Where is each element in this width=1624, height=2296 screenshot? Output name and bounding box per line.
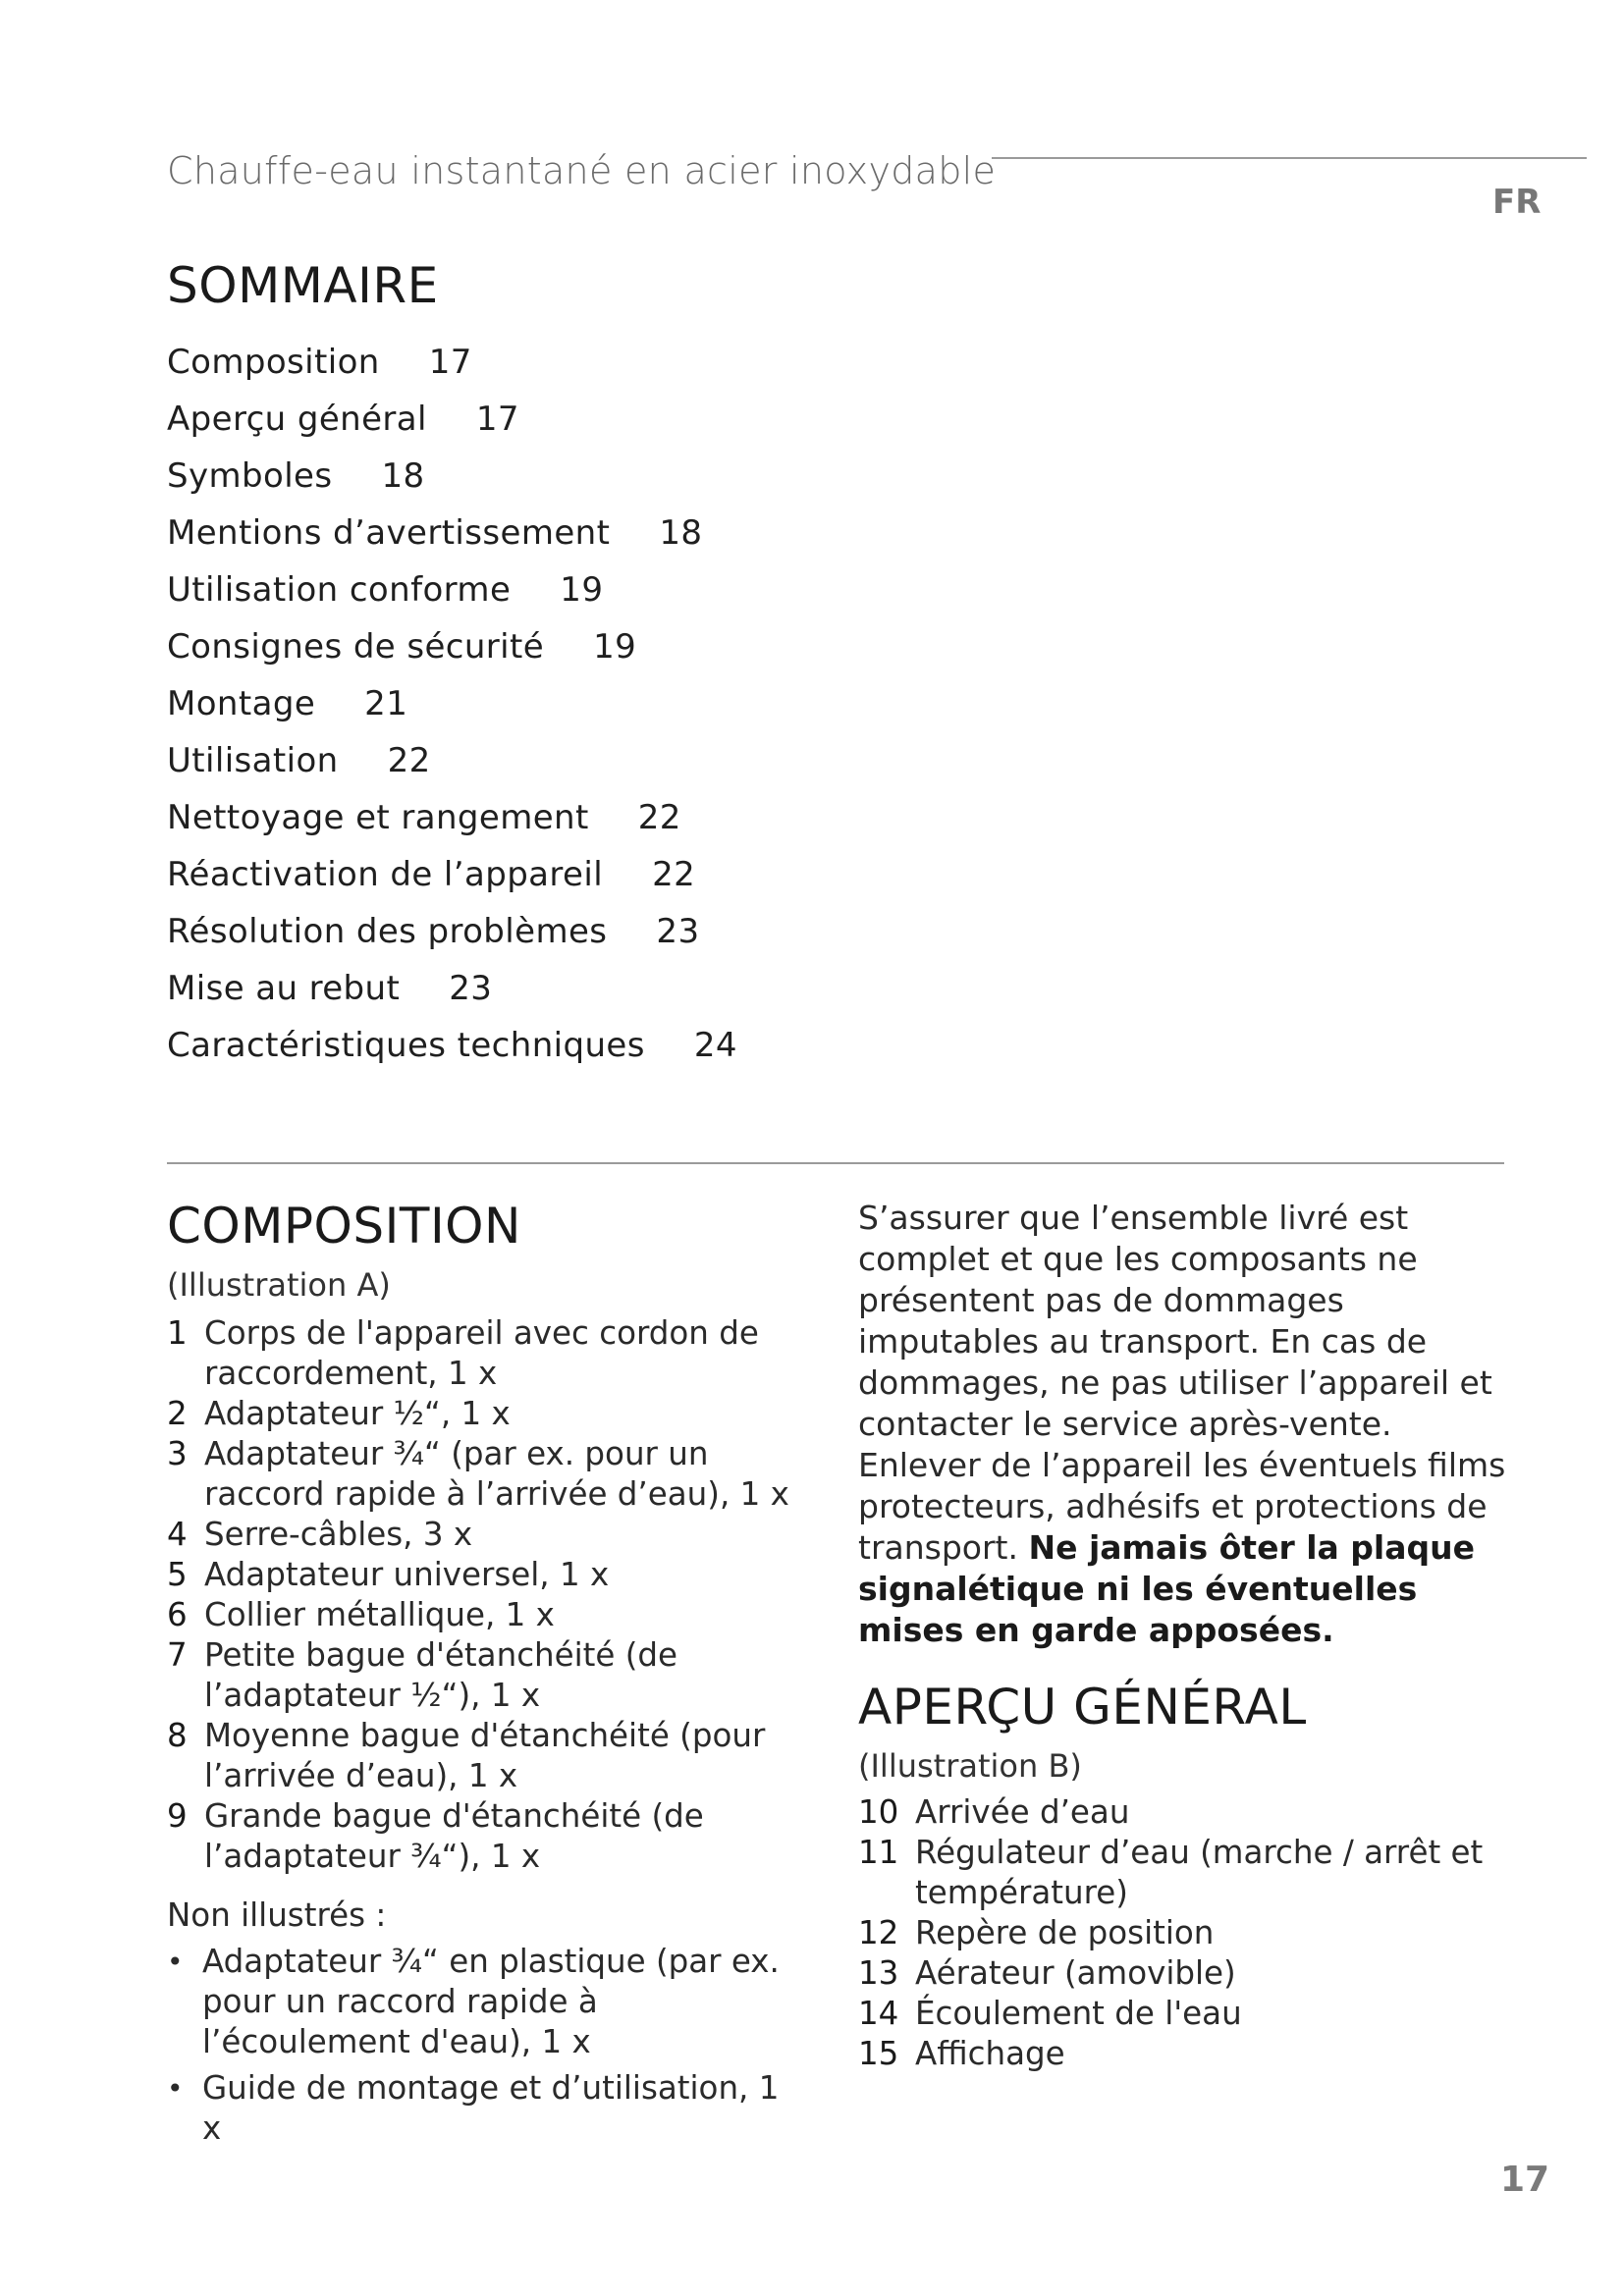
- toc-entry: [167, 448, 737, 505]
- toc-entry-label: Symboles: [167, 456, 333, 496]
- toc-entry-page: 18: [381, 456, 425, 496]
- toc-entry-label: Réactivation de l’appareil: [167, 855, 604, 894]
- toc-entry: [167, 903, 737, 960]
- toc-entry: [167, 618, 737, 675]
- toc-entry-label: Montage: [167, 684, 316, 723]
- apercu-heading: APERÇU GÉNÉRAL: [858, 1679, 1307, 1735]
- item-text: Petite bague d'étanchéité (de l’adaptateur ½“), 1 x: [204, 1636, 678, 1714]
- toc-entry: [167, 1017, 737, 1074]
- toc-entry-page: 22: [637, 798, 681, 837]
- toc-entry-page: 22: [652, 855, 696, 894]
- item-number: 14: [858, 1995, 899, 2032]
- item-number: 2: [167, 1395, 188, 1432]
- toc-heading: SOMMAIRE: [167, 257, 439, 314]
- toc-entry: [167, 561, 737, 618]
- bullet-icon: •: [167, 1946, 184, 1978]
- toc-entry-label: Aperçu général: [167, 400, 427, 439]
- item-text: Arrivée d’eau: [915, 1793, 1130, 1831]
- item-number: 9: [167, 1797, 188, 1835]
- composition-subtitle: (Illustration A): [167, 1266, 391, 1304]
- item-text: Adaptateur ½“, 1 x: [204, 1395, 511, 1432]
- toc-entry-label: Composition: [167, 343, 380, 382]
- toc-entry-page: 17: [428, 343, 472, 382]
- toc-entry-page: 18: [659, 513, 703, 553]
- item-number: 10: [858, 1793, 899, 1831]
- toc-entry-page: 19: [593, 627, 637, 667]
- list-item: [858, 1833, 1506, 1913]
- intro-paragraph-2-text: Enlever de l’appareil les éventuels films protecteurs, adhésifs et protections de transport.: [858, 1446, 1506, 1567]
- toc-entry-label: Caractéristiques techniques: [167, 1026, 645, 1065]
- item-text: Aérateur (amovible): [915, 1954, 1236, 1992]
- list-item: [167, 1716, 805, 1796]
- item-number: 5: [167, 1556, 188, 1593]
- apercu-list: [858, 1792, 1506, 2074]
- item-text: Collier métallique, 1 x: [204, 1596, 555, 1633]
- list-item: [858, 2034, 1506, 2074]
- toc-entry: [167, 846, 737, 903]
- list-item: [167, 1595, 805, 1635]
- section-divider: [167, 1162, 1504, 1164]
- item-text: Moyenne bague d'étanchéité (pour l’arrivée d’eau), 1 x: [204, 1717, 766, 1794]
- intro-paragraph-2: [858, 1445, 1506, 1651]
- toc-entry-page: 23: [449, 969, 493, 1008]
- toc-entry-label: Mise au rebut: [167, 969, 401, 1008]
- item-text: Adaptateur ¾“ en plastique (par ex. pour un raccord rapide à l’écoulement d'eau), 1 x: [202, 1943, 780, 2060]
- toc-entry-page: 17: [475, 400, 519, 439]
- toc-entry-label: Mentions d’avertissement: [167, 513, 611, 553]
- list-item: [858, 1913, 1506, 1953]
- toc-entry-label: Utilisation: [167, 741, 339, 780]
- page-number: 17: [1500, 2160, 1550, 2200]
- table-of-contents: [167, 334, 737, 1074]
- list-item: [858, 1792, 1506, 1833]
- item-number: 6: [167, 1596, 188, 1633]
- item-text: Adaptateur universel, 1 x: [204, 1556, 610, 1593]
- item-number: 7: [167, 1636, 188, 1674]
- toc-entry-label: Utilisation conforme: [167, 570, 512, 610]
- item-number: 12: [858, 1914, 899, 1951]
- item-text: Adaptateur ¾“ (par ex. pour un raccord rapide à l’arrivée d’eau), 1 x: [204, 1435, 789, 1513]
- document-title: Chauffe-eau instantané en acier inoxydable: [167, 149, 997, 192]
- list-item: [167, 1635, 805, 1716]
- item-number: 11: [858, 1834, 899, 1871]
- toc-entry-label: Consignes de sécurité: [167, 627, 545, 667]
- list-item: [167, 1394, 805, 1434]
- toc-entry-label: Résolution des problèmes: [167, 912, 608, 951]
- list-item: [858, 1953, 1506, 1994]
- toc-entry-page: 23: [656, 912, 700, 951]
- header-divider: [992, 157, 1587, 159]
- item-number: 4: [167, 1516, 188, 1553]
- list-item: [167, 2068, 805, 2149]
- toc-entry-label: Nettoyage et rangement: [167, 798, 589, 837]
- item-text: Repère de position: [915, 1914, 1215, 1951]
- item-number: 1: [167, 1314, 188, 1352]
- not-shown-list: [167, 1942, 805, 2155]
- toc-entry: [167, 675, 737, 732]
- list-item: [167, 1942, 805, 2062]
- list-item: [167, 1313, 805, 1394]
- toc-entry-page: 19: [560, 570, 604, 610]
- item-number: 13: [858, 1954, 899, 1992]
- toc-entry: [167, 960, 737, 1017]
- item-text: Affichage: [915, 2035, 1065, 2072]
- item-text: Régulateur d’eau (marche / arrêt et température): [915, 1834, 1484, 1911]
- toc-entry: [167, 334, 737, 391]
- composition-list: [167, 1313, 805, 1877]
- toc-entry: [167, 732, 737, 789]
- toc-entry-page: 21: [364, 684, 408, 723]
- composition-heading: COMPOSITION: [167, 1198, 521, 1255]
- item-text: Serre-câbles, 3 x: [204, 1516, 473, 1553]
- toc-entry-page: 22: [387, 741, 431, 780]
- item-number: 15: [858, 2035, 899, 2072]
- intro-warning-text: Ne jamais ôter la plaque signalétique ni les éventuelles mises en garde apposées.: [858, 1528, 1475, 1649]
- bullet-icon: •: [167, 2072, 184, 2105]
- toc-entry: [167, 391, 737, 448]
- language-code: FR: [1492, 183, 1542, 222]
- item-text: Corps de l'appareil avec cordon de raccordement, 1 x: [204, 1314, 759, 1392]
- intro-paragraph-1: S’assurer que l’ensemble livré est complet et que les composants ne présentent pas de dommages imputables au transport. En cas de dommages, ne pas utiliser l’appareil et contacter le service après-vente.: [858, 1199, 1492, 1443]
- list-item: [858, 1994, 1506, 2034]
- item-text: Guide de montage et d’utilisation, 1 x: [202, 2069, 780, 2147]
- list-item: [167, 1555, 805, 1595]
- intro-text: [858, 1198, 1506, 1651]
- item-text: Écoulement de l'eau: [915, 1995, 1242, 2032]
- item-number: 8: [167, 1717, 188, 1754]
- item-number: 3: [167, 1435, 188, 1472]
- list-item: [167, 1434, 805, 1515]
- not-shown-label: Non illustrés :: [167, 1896, 387, 1934]
- toc-entry-page: 24: [693, 1026, 737, 1065]
- list-item: [167, 1515, 805, 1555]
- toc-entry: [167, 789, 737, 846]
- apercu-subtitle: (Illustration B): [858, 1747, 1082, 1785]
- toc-entry: [167, 505, 737, 561]
- item-text: Grande bague d'étanchéité (de l’adaptateur ¾“), 1 x: [204, 1797, 704, 1875]
- list-item: [167, 1796, 805, 1877]
